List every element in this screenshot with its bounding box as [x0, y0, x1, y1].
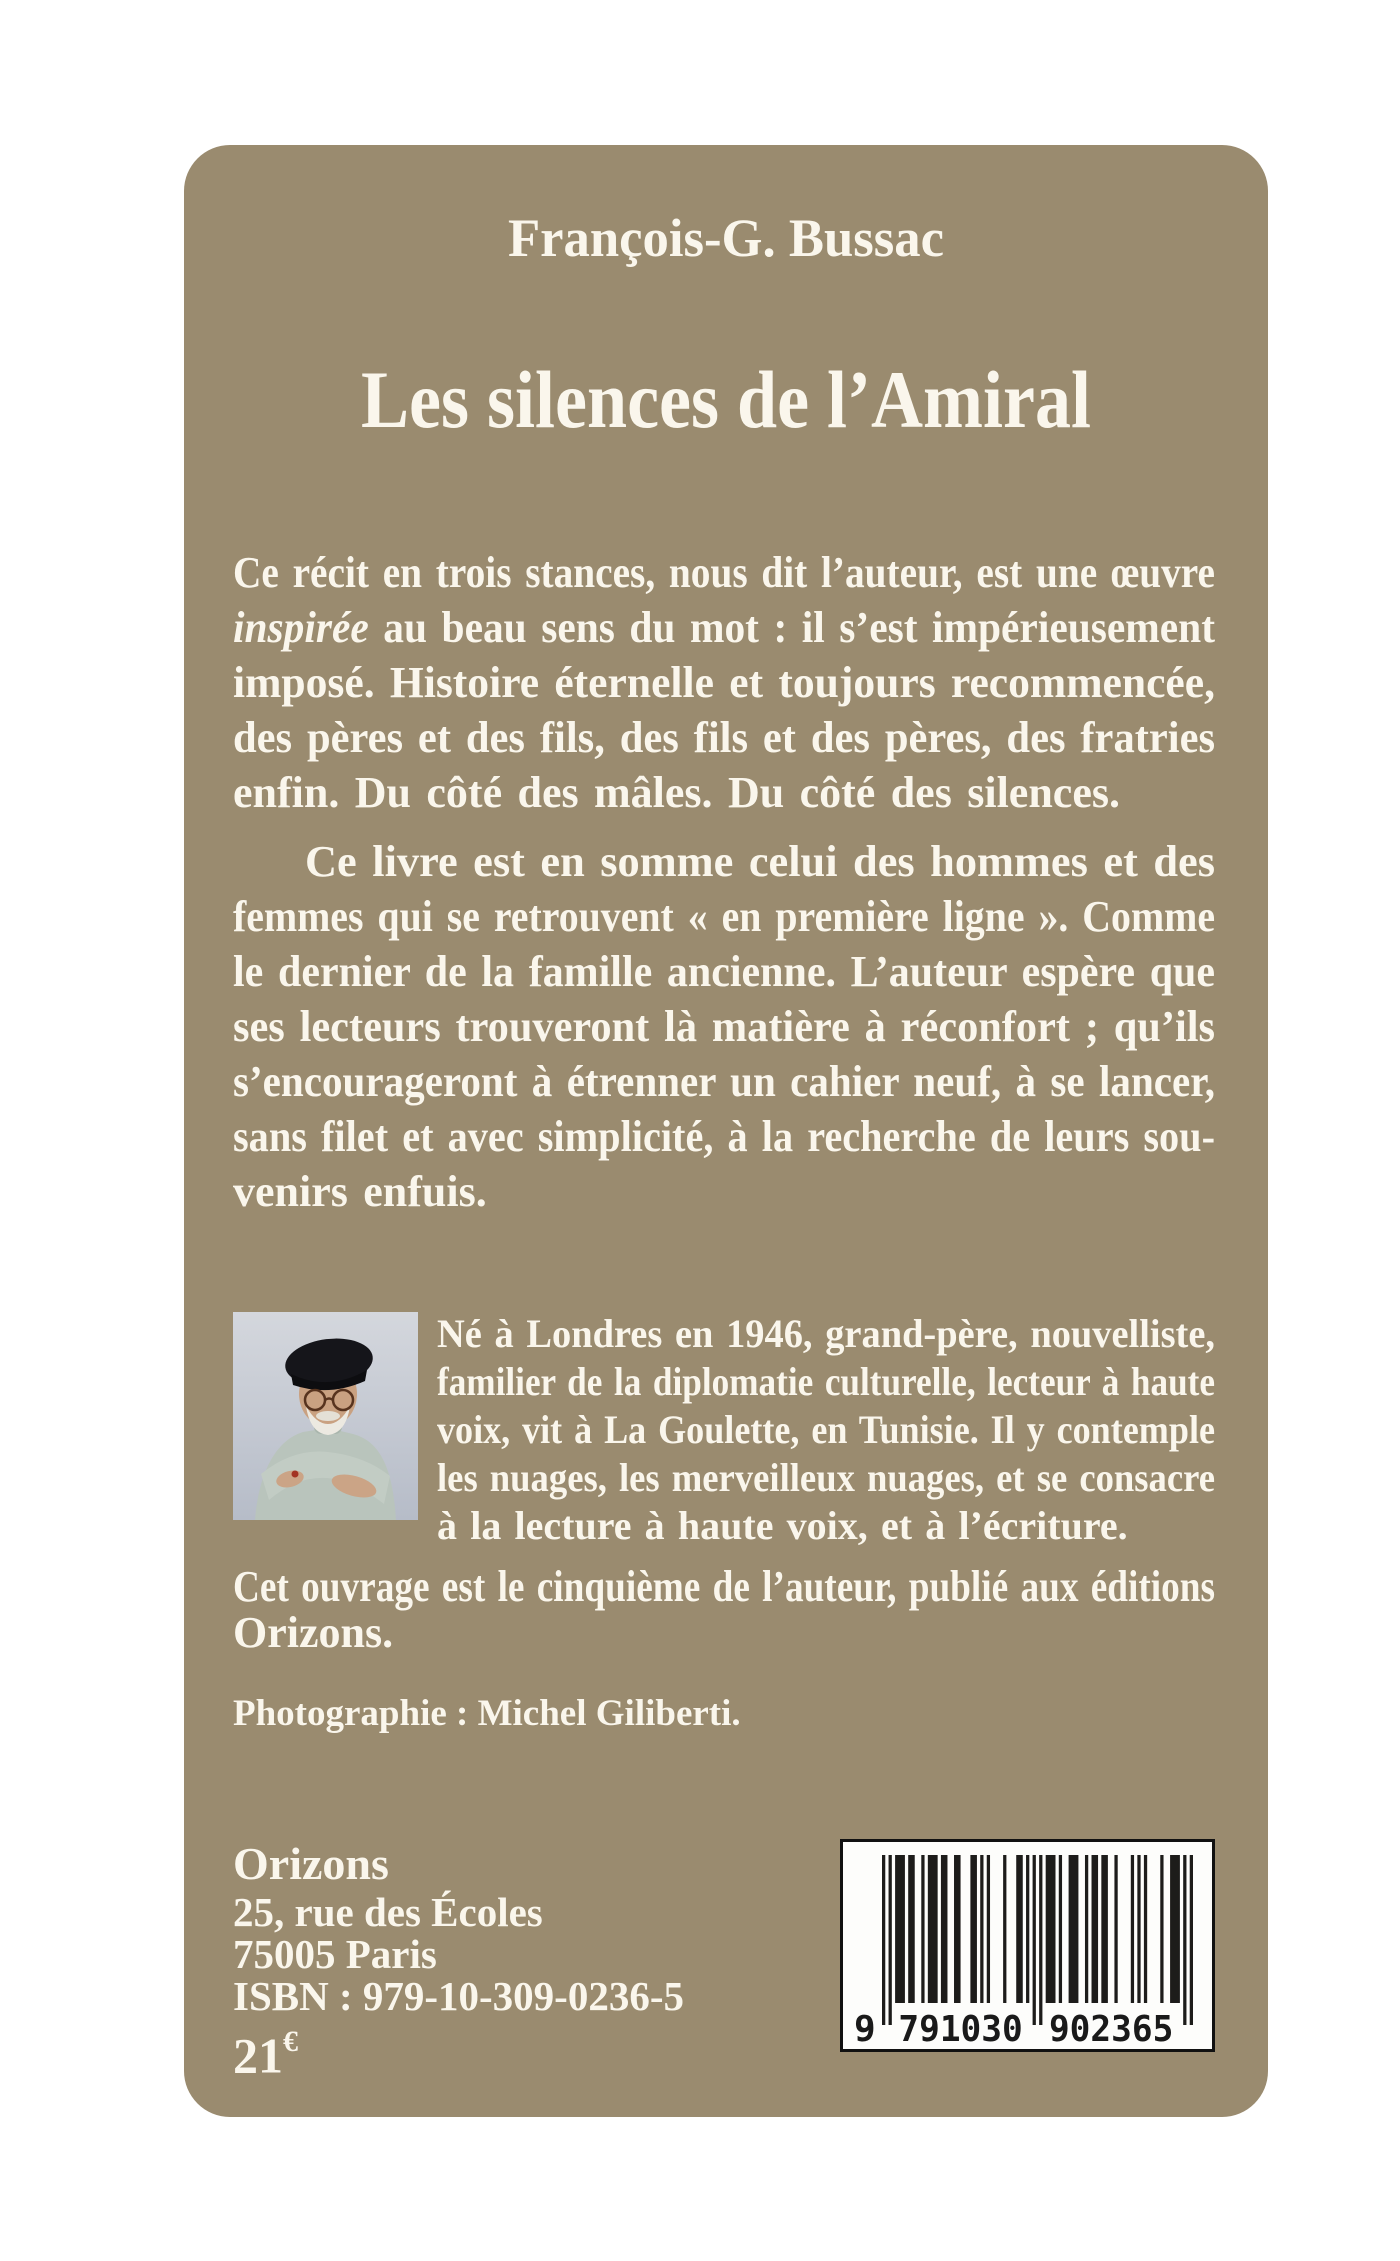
photo-credit: Photographie : Michel Giliberti. — [233, 1693, 741, 1734]
book-back-cover — [184, 145, 1268, 2117]
barcode-digits: 9 — [854, 2009, 876, 2050]
barcode-svg — [840, 1839, 1215, 2052]
imprint-note: Cet ouvrage est le cinquième de l’auteur, publié aux éditions Orizons. — [233, 1562, 1215, 1657]
synopsis-paragraph-2: Ce livre est en somme celui des hommes et des femmes qui se retrouvent « en première ligne ». Comme le dernier de la famille ancienne. L’auteur espère que ses lecteurs trouveront là matière à réconfort ; qu’ils s’encourageront à étrenner un cahier neuf, à se lancer, sans filet et avec simplicité, à la recherche de leurs sou- venirs enfuis. — [233, 837, 1215, 1216]
publisher-block — [233, 1837, 684, 2084]
author-name: François-G. Bussac — [508, 208, 944, 268]
price-amount: 21 — [233, 2027, 283, 2084]
book-title: Les silences de l’Amiral — [361, 354, 1091, 445]
isbn-number: ISBN : 979-10-309-0236-5 — [233, 1973, 684, 2019]
publisher-name: Orizons — [233, 1838, 389, 1889]
author-photo — [233, 1312, 418, 1520]
barcode-digits: 791030 — [898, 2009, 1023, 2050]
euro-currency-symbol: € — [283, 2025, 298, 2058]
barcode-digits: 902365 — [1048, 2009, 1174, 2050]
synopsis — [233, 545, 1215, 1219]
publisher-address-line2: 75005 Paris — [233, 1931, 437, 1977]
author-bio: Né à Londres en 1946, grand-père, nouvelliste, familier de la diplomatie culturelle, lecteur à haute voix, vit à La Goulette, en Tunisie. Il y contemple les nuages, les merveilleux nuages, et se consacre à la lecture à haute voix, et à l’écriture. — [437, 1311, 1215, 1548]
synopsis-paragraph-1: Ce récit en trois stances, nous dit l’auteur, est une œuvre inspirée au beau sens du mot : il s’est impérieusement imposé. Histoire éternelle et toujours recommencée, des pères et des fils, des fils et des pères, des fratries enfin. Du côté des mâles. Du côté des silences. — [233, 548, 1215, 817]
price — [233, 2021, 684, 2084]
publisher-address-line1: 25, rue des Écoles — [233, 1889, 543, 1935]
barcode — [840, 1839, 1215, 2052]
author-photo-image — [233, 1312, 418, 1520]
